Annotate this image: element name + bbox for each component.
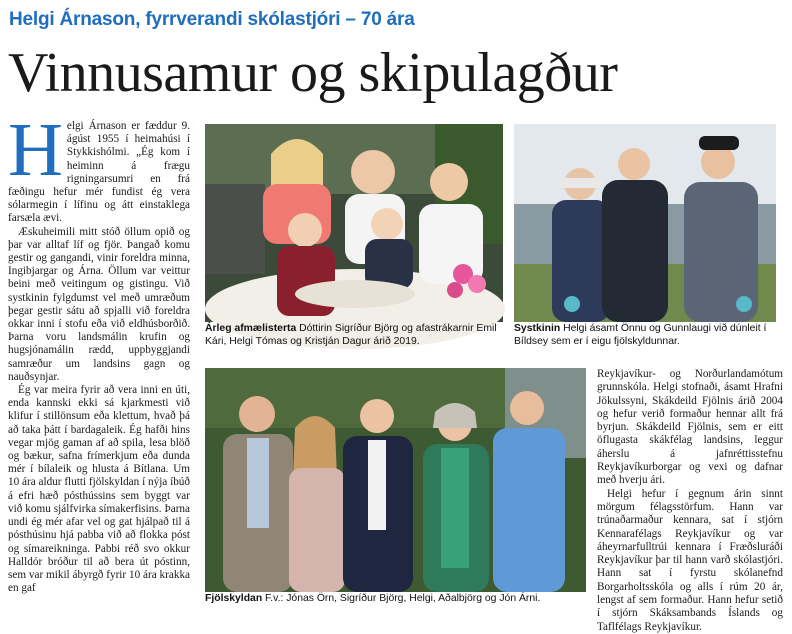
drop-cap: H (8, 108, 63, 192)
article-column-4 (597, 368, 783, 633)
caption-lead: Systkinin (514, 323, 561, 334)
photo-siblings (514, 124, 776, 322)
photo-siblings-image (514, 124, 776, 322)
article-headline: Vinnusamur og skipulagður (8, 42, 618, 104)
caption-siblings (514, 323, 776, 348)
article-kicker: Helgi Árnason, fyrrverandi skólastjóri – 70 ára (9, 9, 415, 30)
body-paragraph: elgi Árnason er fæddur 9. ágúst 1955 í heimahúsi í Stykkishólmi. „Ég kom í heiminn á frægu rigningarsumri en frá fæðingu hefur mér fundist ég vera sólarmegin í lífinu og átt einstaklega farsæla ævi. (8, 120, 190, 225)
caption-text: Dóttirin Sigríður Björg og afastrákarnir Emil Kári, Helgi Tómas og Kristján Dagur árið 2019. (205, 323, 497, 347)
photo-birthday-cake (205, 124, 503, 322)
article-column-1 (8, 108, 190, 611)
body-paragraph: Helgi hefur í gegnum árin sinnt mörgum félagsstörfum. Hann var trúnaðarmaður kennara, sat í stjórn Kennarafélags Reykjavíkur og var áheyrnarfulltrúi kennara í Fræðsluráði Reykjavíkur þar til hann varð skólastjóri. Hann sat í fyrstu skólanefnd Borgarholtsskóla og alls í rúm 20 ár, lengst af sem formaður. Hann hefur setið í stjórn Skáksambands Íslands og Taflfélags Reykjavíkur. (597, 487, 783, 633)
body-paragraph: Æskuheimili mitt stóð öllum opið og þar var alltaf líf og fjör. Þangað komu gestir og gangandi, vinir foreldra minna, Ingibjargar og Árna. Öllum var veittur beini með veitingum og gistingu. Við systkinin fylgdumst vel með umræðum þegar gestir sátu að spjalli við foreldra okkar inni í stofu eða við eldhúsborðið. Þarna voru landsmálin krufin og hugsjónamálin rædd, uppbyggjandi samræður um landsins gagn og nauðsynjar. (8, 225, 190, 383)
caption-birthday-cake (205, 323, 505, 348)
caption-text: Helgi ásamt Önnu og Gunnlaugi við dúnleit í Bíldsey sem er í eigu fjölskyldunnar. (514, 323, 767, 347)
photo-family-image (205, 368, 586, 592)
caption-lead: Árleg afmælisterta (205, 323, 297, 334)
caption-lead: Fjölskyldan (205, 593, 263, 604)
caption-text: F.v.: Jónas Örn, Sigríður Björg, Helgi, Aðalbjörg og Jón Árni. (262, 593, 541, 604)
body-paragraph: Reykjavíkur- og Norðurlandamótum grunnskóla. Helgi stofnaði, ásamt Hrafni Jökulssyni, Skákdeild Fjölnis árið 2004 og hefur verið formaður hennar allt frá byrjun. Skákdeild Fjölnis, sem er eitt öflugasta skákfélag landsins, leggur áherslu á jafnréttisstefnu Reykjavíkurborgar og vexi og dafnar með hverju ári. (597, 368, 783, 487)
caption-family (205, 593, 586, 606)
photo-family (205, 368, 586, 592)
body-paragraph: Ég var meira fyrir að vera inni en úti, enda kannski ekki sá kjarkmesti við klifur í stillönsum eða klettum, hvað þá að taka þátt í bardagaleik. Ég hafði hins vegar mjög gaman af að spila, lesa blöð og bækur, safna frímerkjum eða dunda mér í bílaleik og hlusta á Bítlana. Um 10 ára aldur flutti fjölskyldan í nýja íbúð á efri hæð pósthússins sem byggt var við komu sjálfvirka símakerfisins. Þarna undi ég mér afar vel og gat hjálpað til á pósthúsinu hjá pabba við að flokka póst og símareikninga. Pabbi réð svo okkur Halldór bróður til að bera út póstinn, sem var mikil ábyrgð fyrir 10 ára krakka en gaf (8, 384, 190, 595)
photo-birthday-cake-image (205, 124, 503, 322)
